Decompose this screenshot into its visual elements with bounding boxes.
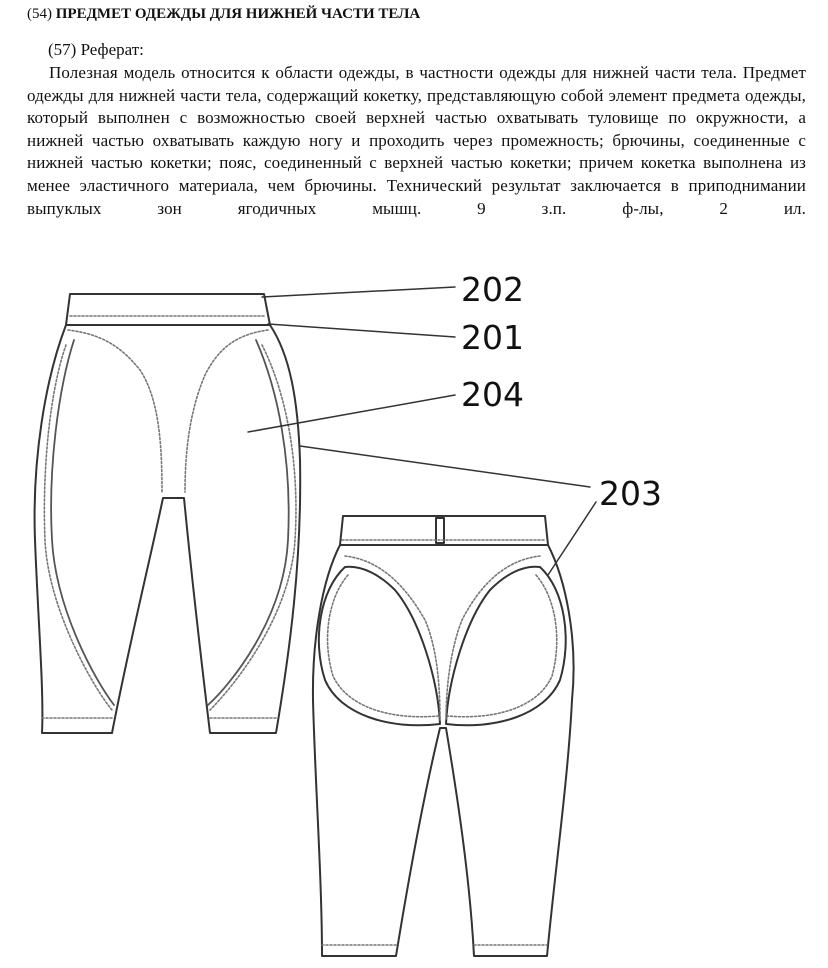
abstract-text: Полезная модель относится к области одежды, в частности одежды для нижней части тела. Предмет одежды для нижней части тела, содержащий кокетку, представляющую собой элемент предмета одежды, который выполнен с возможностью своей верхней частью охватывать туловище по окружности, а нижней частью охватывать каждую ногу и проходить через промежность; брючины, соединенные с нижней частью кокетки; пояс, соединенный с верхней частью кокетки; причем кокетка выполнена из менее эластичного материала, чем брючины. Технический результат заключается в приподнимании выпуклых зон ягодичных мышц. 9 з.п. ф-лы, 2 ил. (27, 63, 806, 218)
callout-201: 201 (461, 318, 524, 357)
back-view (313, 516, 574, 956)
section-code: (54) (27, 6, 52, 22)
patent-title: ПРЕДМЕТ ОДЕЖДЫ ДЛЯ НИЖНЕЙ ЧАСТИ ТЕЛА (55, 6, 421, 22)
callout-203: 203 (599, 474, 662, 513)
callout-204: 204 (461, 375, 524, 414)
patent-title-line (27, 4, 420, 24)
garment-figure (0, 270, 828, 968)
front-view (35, 294, 301, 733)
garment-drawing (0, 270, 828, 968)
callout-202: 202 (461, 270, 524, 309)
abstract-heading: (57) Реферат: (48, 40, 144, 59)
